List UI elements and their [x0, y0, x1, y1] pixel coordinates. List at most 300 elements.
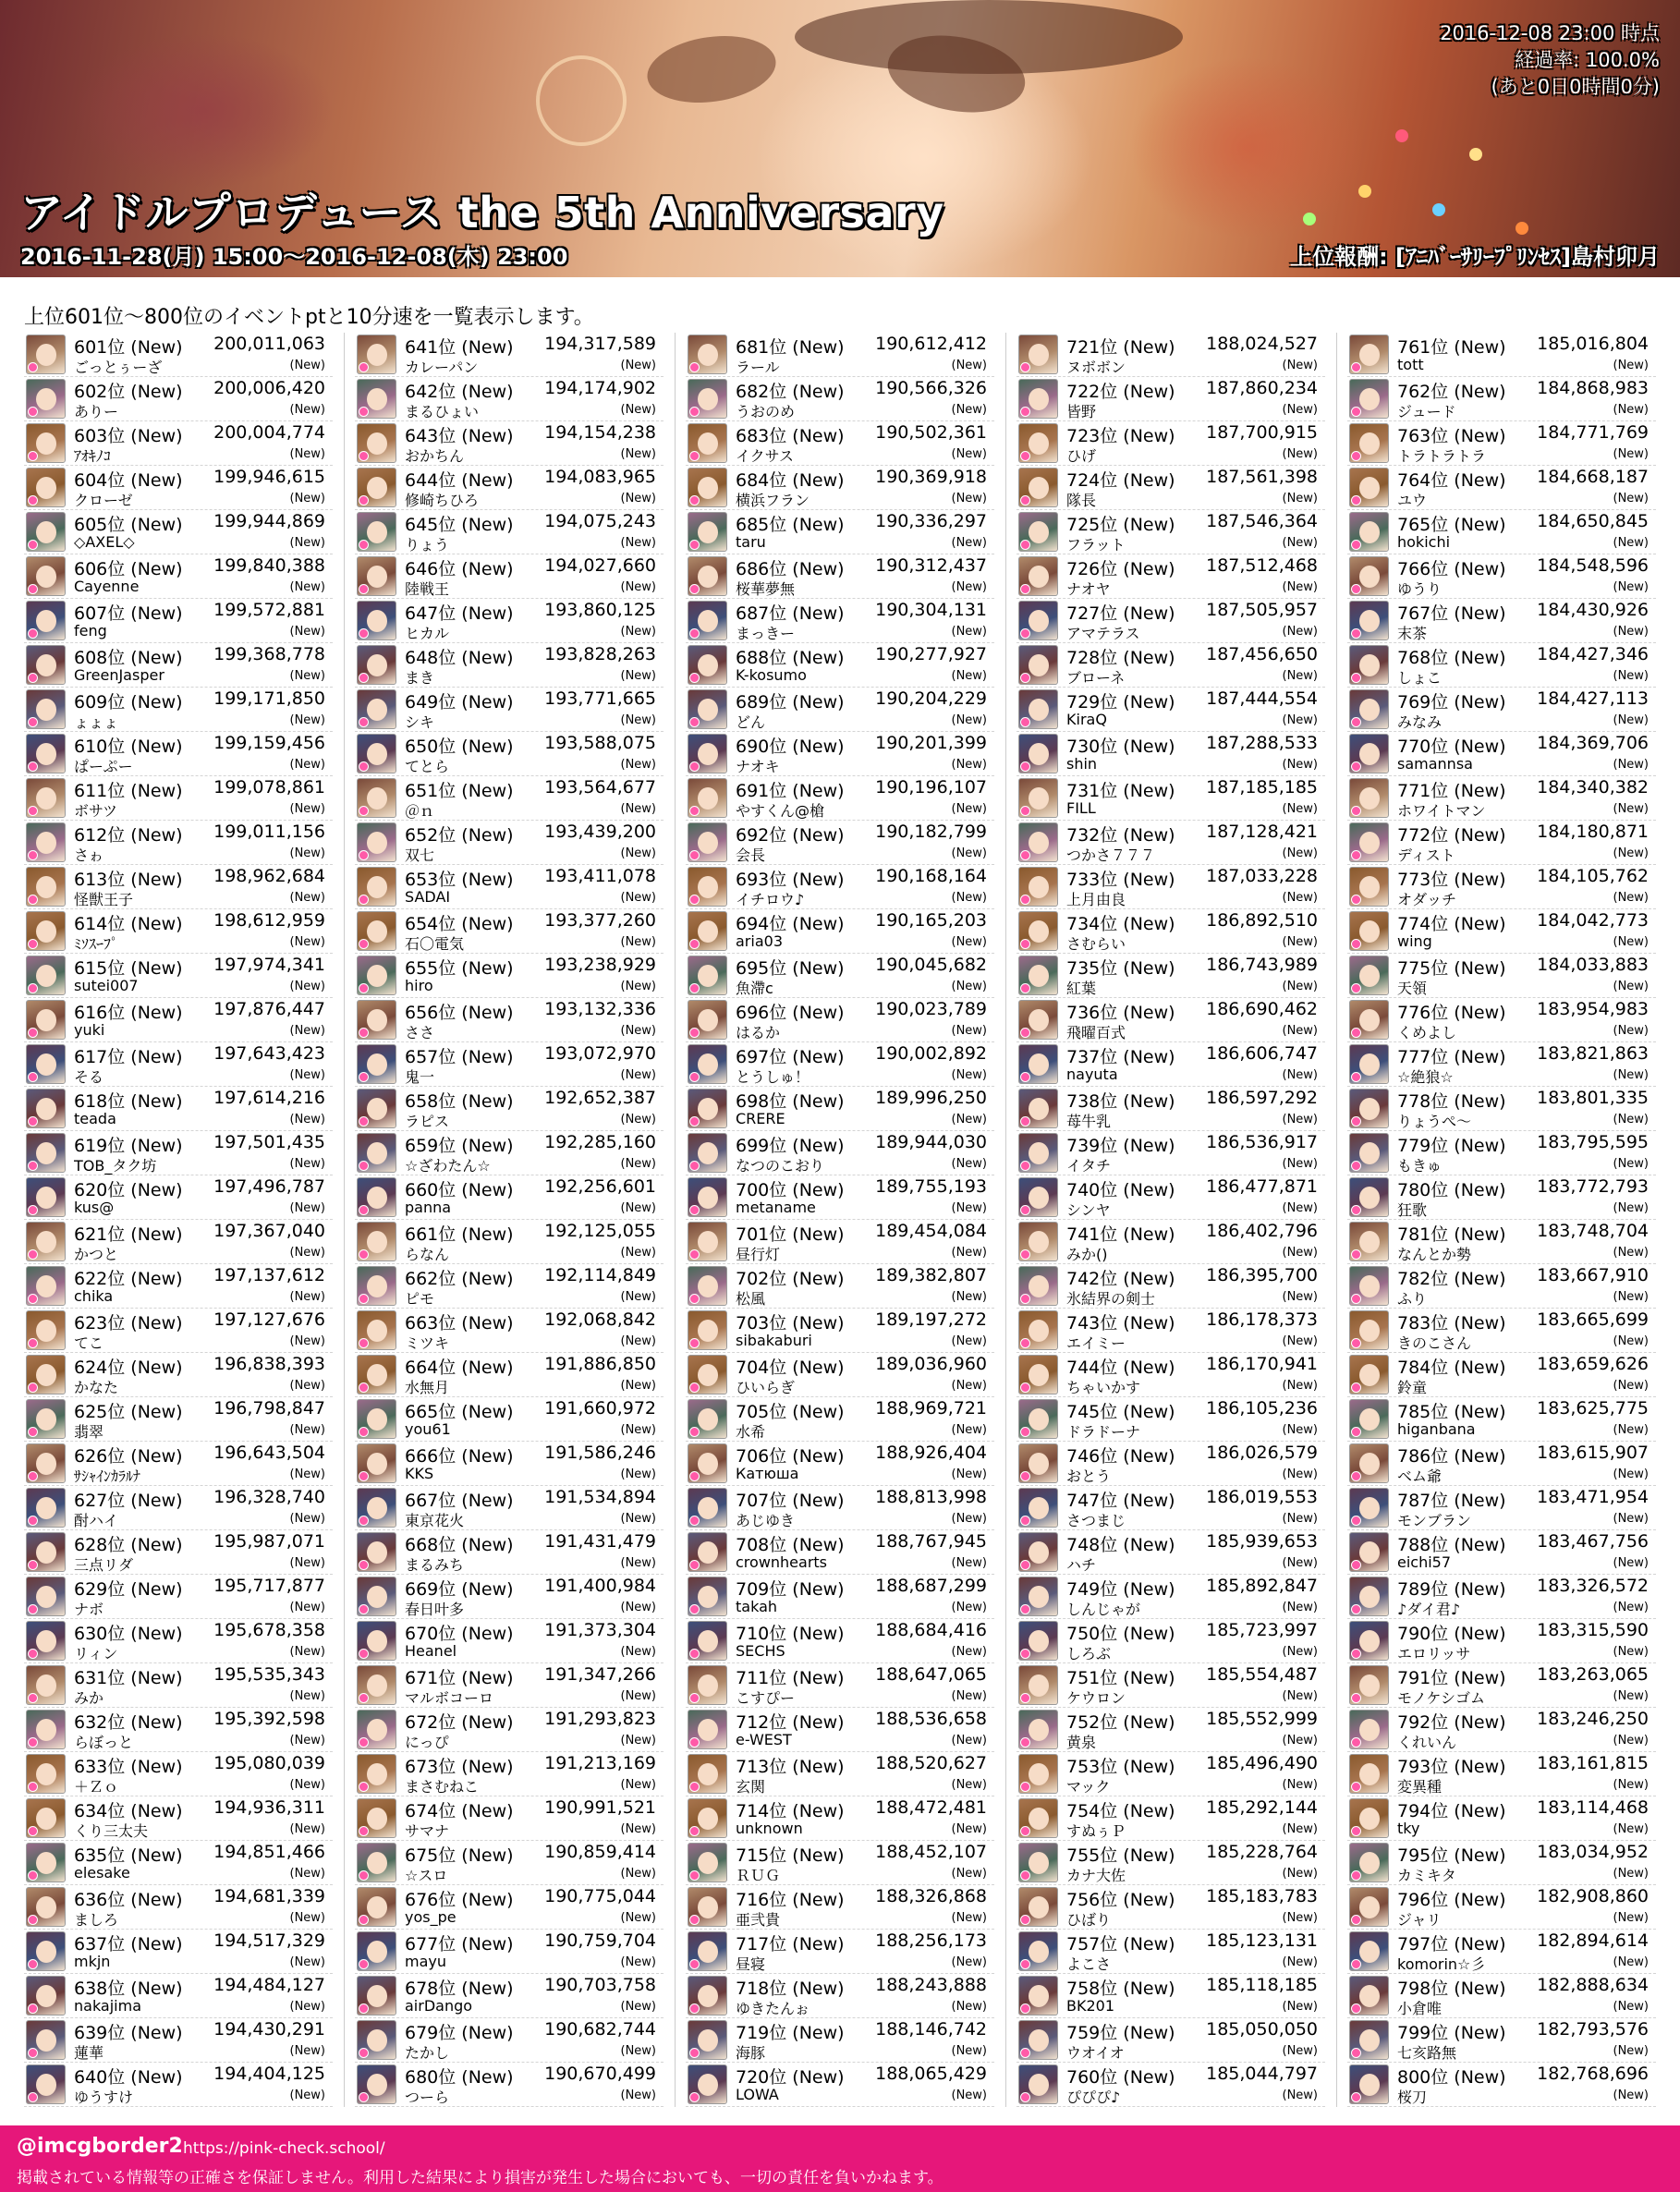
event-points: 184,427,113	[1537, 688, 1649, 709]
player-name: クローゼ	[74, 492, 133, 509]
event-points: 190,204,229	[875, 688, 987, 709]
idol-card-icon	[688, 645, 727, 685]
ten-minute-speed: (New)	[620, 1201, 656, 1215]
ranking-entry	[24, 421, 333, 466]
player-name: 双七	[405, 846, 435, 864]
player-name: 海豚	[736, 2044, 766, 2062]
rank-label: 614位 (New)	[74, 914, 183, 934]
idol-card-icon	[688, 689, 727, 729]
ten-minute-speed: (New)	[620, 1778, 656, 1792]
idol-card-icon	[1349, 1355, 1389, 1394]
player-name: ナオヤ	[1066, 580, 1111, 598]
event-points: 194,075,243	[544, 511, 656, 531]
ranking-entry	[24, 821, 333, 865]
player-name: hokichi	[1397, 533, 1451, 551]
rank-label: 762位 (New)	[1397, 382, 1506, 402]
ranking-entry	[24, 643, 333, 688]
player-name: nayuta	[1066, 1066, 1118, 1083]
player-name: 変異種	[1397, 1778, 1443, 1796]
rank-label: 681位 (New)	[736, 337, 845, 358]
event-points: 186,019,553	[1206, 1487, 1318, 1507]
ranking-entry	[1347, 2018, 1656, 2063]
ranking-entry	[686, 466, 994, 510]
event-points: 189,996,250	[875, 1088, 987, 1108]
column-divider	[344, 333, 345, 2107]
ranking-entry	[1017, 333, 1325, 377]
ten-minute-speed: (New)	[1282, 403, 1318, 417]
rank-label: 699位 (New)	[736, 1136, 845, 1156]
ten-minute-speed: (New)	[1613, 492, 1649, 505]
player-name: chika	[74, 1287, 114, 1305]
rank-label: 793位 (New)	[1397, 1757, 1506, 1777]
event-points: 197,876,447	[213, 999, 325, 1019]
rank-label: 711位 (New)	[736, 1668, 845, 1688]
ranking-entry	[355, 466, 663, 510]
player-name: ぴぴぴ♪	[1066, 2088, 1121, 2106]
ten-minute-speed: (New)	[620, 2044, 656, 2058]
rank-label: 683位 (New)	[736, 426, 845, 446]
event-points: 188,472,481	[875, 1797, 987, 1818]
ranking-entry	[24, 377, 333, 421]
ranking-entry	[24, 1353, 333, 1397]
player-name: elesake	[74, 1864, 130, 1881]
idol-card-icon	[26, 1399, 66, 1439]
ranking-entry	[355, 909, 663, 954]
ten-minute-speed: (New)	[951, 1246, 987, 1260]
rank-label: 636位 (New)	[74, 1890, 183, 1910]
player-name: フラット	[1066, 536, 1126, 554]
ranking-entry	[686, 909, 994, 954]
player-name: らなん	[405, 1246, 450, 1263]
idol-card-icon	[1018, 1798, 1058, 1838]
idol-card-icon	[1018, 1222, 1058, 1261]
event-points: 189,454,084	[875, 1221, 987, 1241]
player-name: TOB_タク坊	[74, 1157, 157, 1175]
ten-minute-speed: (New)	[1282, 1778, 1318, 1792]
player-name: ひげ	[1066, 447, 1097, 465]
rank-label: 722位 (New)	[1066, 382, 1175, 402]
event-points: 184,430,926	[1537, 600, 1649, 620]
event-points: 185,016,804	[1537, 334, 1649, 354]
rank-label: 701位 (New)	[736, 1224, 845, 1245]
ranking-entry	[24, 1530, 333, 1575]
rank-label: 702位 (New)	[736, 1269, 845, 1289]
player-name: ｻｼｬｲﾝｶﾗﾙﾅ	[74, 1467, 141, 1485]
rank-label: 734位 (New)	[1066, 914, 1175, 934]
idol-card-icon	[1018, 512, 1058, 552]
event-points: 184,180,871	[1537, 822, 1649, 842]
idol-card-icon	[26, 1089, 66, 1128]
rank-label: 709位 (New)	[736, 1579, 845, 1600]
rank-label: 769位 (New)	[1397, 692, 1506, 712]
player-name: さつまじ	[1066, 1512, 1126, 1529]
idol-card-icon	[1018, 822, 1058, 862]
idol-card-icon	[26, 1310, 66, 1350]
rank-label: 620位 (New)	[74, 1180, 183, 1200]
ten-minute-speed: (New)	[951, 802, 987, 816]
ten-minute-speed: (New)	[289, 1068, 325, 1082]
ranking-entry	[1347, 1930, 1656, 1974]
rank-label: 756位 (New)	[1066, 1890, 1175, 1910]
ranking-entry	[686, 1841, 994, 1885]
event-points: 188,684,416	[875, 1620, 987, 1640]
event-points: 184,033,883	[1537, 955, 1649, 975]
ten-minute-speed: (New)	[620, 536, 656, 550]
idol-card-icon	[1349, 556, 1389, 596]
event-points: 199,011,156	[213, 822, 325, 842]
idol-card-icon	[1018, 2064, 1058, 2104]
ten-minute-speed: (New)	[951, 1778, 987, 1792]
ranking-entry	[24, 2063, 333, 2107]
player-name: 氷結界の剣士	[1066, 1290, 1156, 1308]
ten-minute-speed: (New)	[1613, 669, 1649, 683]
idol-card-icon	[357, 911, 396, 951]
ten-minute-speed: (New)	[620, 980, 656, 993]
event-points: 190,759,704	[544, 1930, 656, 1951]
event-points: 199,946,615	[213, 467, 325, 487]
player-name: ボサツ	[74, 802, 118, 820]
rank-label: 772位 (New)	[1397, 825, 1506, 846]
ten-minute-speed: (New)	[1613, 1645, 1649, 1659]
ranking-entry	[1347, 333, 1656, 377]
ranking-entry	[686, 1309, 994, 1353]
ranking-entry	[355, 554, 663, 599]
ten-minute-speed: (New)	[951, 2000, 987, 2014]
ten-minute-speed: (New)	[289, 1955, 325, 1969]
ranking-entry	[1017, 1974, 1325, 2018]
idol-card-icon	[688, 956, 727, 995]
idol-card-icon	[688, 335, 727, 374]
idol-card-icon	[688, 1577, 727, 1616]
event-points: 194,430,291	[213, 2019, 325, 2040]
ranking-entry	[24, 466, 333, 510]
event-points: 185,228,764	[1206, 1842, 1318, 1862]
player-name: ウオイオ	[1066, 2044, 1125, 2062]
rank-label: 743位 (New)	[1066, 1313, 1175, 1333]
top-reward: 上位報酬: [ｱﾆﾊﾞｰｻﾘｰﾌﾟﾘﾝｾｽ]島村卯月	[1290, 244, 1660, 270]
event-title: アイドルプロデュース the 5th Anniversary	[20, 188, 944, 237]
twitter-account[interactable]: @imcgborder2	[17, 2135, 183, 2158]
event-points: 186,402,796	[1206, 1221, 1318, 1241]
ten-minute-speed: (New)	[1282, 758, 1318, 772]
column-divider	[1336, 333, 1337, 2107]
rank-label: 728位 (New)	[1066, 648, 1175, 668]
rank-label: 693位 (New)	[736, 870, 845, 890]
rank-label: 654位 (New)	[405, 914, 514, 934]
ranking-entry	[1017, 1619, 1325, 1663]
idol-card-icon	[688, 867, 727, 907]
event-points: 190,502,361	[875, 422, 987, 443]
idol-card-icon	[688, 512, 727, 552]
rank-label: 640位 (New)	[74, 2067, 183, 2088]
rank-label: 692位 (New)	[736, 825, 845, 846]
ranking-entry	[686, 1530, 994, 1575]
ten-minute-speed: (New)	[289, 1734, 325, 1748]
ten-minute-speed: (New)	[1282, 1867, 1318, 1881]
ten-minute-speed: (New)	[289, 625, 325, 639]
player-name: てこ	[74, 1334, 104, 1352]
ten-minute-speed: (New)	[1282, 1113, 1318, 1126]
rank-label: 611位 (New)	[74, 781, 183, 801]
ranking-entry	[24, 1397, 333, 1442]
ten-minute-speed: (New)	[289, 802, 325, 816]
idol-card-icon	[1349, 1621, 1389, 1661]
ten-minute-speed: (New)	[620, 1024, 656, 1038]
ten-minute-speed: (New)	[951, 625, 987, 639]
ten-minute-speed: (New)	[1613, 580, 1649, 594]
event-points: 190,859,414	[544, 1842, 656, 1862]
player-name: ブローネ	[1066, 669, 1126, 687]
event-points: 183,795,595	[1537, 1132, 1649, 1152]
idol-card-icon	[1349, 1222, 1389, 1261]
ten-minute-speed: (New)	[620, 1467, 656, 1481]
ten-minute-speed: (New)	[620, 1157, 656, 1171]
ranking-entry	[1017, 2063, 1325, 2107]
rank-label: 661位 (New)	[405, 1224, 514, 1245]
player-name: yos_pe	[405, 1908, 457, 1926]
ranking-entry	[1347, 1974, 1656, 2018]
rank-label: 649位 (New)	[405, 692, 514, 712]
idol-card-icon	[357, 1577, 396, 1616]
ten-minute-speed: (New)	[620, 625, 656, 639]
rank-label: 627位 (New)	[74, 1491, 183, 1511]
rank-label: 747位 (New)	[1066, 1491, 1175, 1511]
rank-label: 763位 (New)	[1397, 426, 1506, 446]
ranking-entry	[686, 776, 994, 821]
ranking-entry	[355, 1397, 663, 1442]
ranking-entry	[355, 421, 663, 466]
rank-label: 695位 (New)	[736, 958, 845, 979]
ten-minute-speed: (New)	[951, 1955, 987, 1969]
event-points: 190,991,521	[544, 1797, 656, 1818]
ten-minute-speed: (New)	[951, 1645, 987, 1659]
ten-minute-speed: (New)	[289, 1246, 325, 1260]
rank-label: 706位 (New)	[736, 1446, 845, 1467]
player-name: ☆スロ	[405, 1867, 448, 1884]
player-name: Катюша	[736, 1465, 799, 1482]
rank-label: 766位 (New)	[1397, 559, 1506, 579]
idol-card-icon	[1018, 1399, 1058, 1439]
rank-label: 700位 (New)	[736, 1180, 845, 1200]
ranking-entry	[24, 599, 333, 643]
ten-minute-speed: (New)	[289, 1867, 325, 1881]
rank-label: 760位 (New)	[1066, 2067, 1175, 2088]
player-name: ユウ	[1397, 492, 1428, 509]
event-points: 194,404,125	[213, 2064, 325, 2084]
ranking-entry	[355, 865, 663, 909]
ranking-entry	[1347, 776, 1656, 821]
idol-card-icon	[26, 2064, 66, 2104]
ten-minute-speed: (New)	[289, 2000, 325, 2014]
rank-label: 602位 (New)	[74, 382, 183, 402]
event-points: 188,926,404	[875, 1443, 987, 1463]
rank-label: 615位 (New)	[74, 958, 183, 979]
player-name: マルボコーロ	[405, 1689, 494, 1707]
event-points: 193,771,665	[544, 688, 656, 709]
event-points: 185,723,997	[1206, 1620, 1318, 1640]
ranking-entry	[24, 1042, 333, 1087]
ten-minute-speed: (New)	[620, 2088, 656, 2102]
ten-minute-speed: (New)	[620, 713, 656, 727]
rank-label: 764位 (New)	[1397, 470, 1506, 491]
rank-label: 685位 (New)	[736, 515, 845, 535]
idol-card-icon	[26, 1798, 66, 1838]
rank-label: 790位 (New)	[1397, 1624, 1506, 1644]
event-points: 188,146,742	[875, 2019, 987, 2040]
event-points: 196,328,740	[213, 1487, 325, 1507]
player-name: yuki	[74, 1021, 105, 1039]
ten-minute-speed: (New)	[951, 580, 987, 594]
ranking-entry	[1017, 821, 1325, 865]
ranking-entry	[686, 643, 994, 688]
player-name: ごっとぅーざ	[74, 359, 163, 376]
idol-card-icon	[688, 1399, 727, 1439]
ranking-entry	[1347, 1442, 1656, 1486]
rank-label: 713位 (New)	[736, 1757, 845, 1777]
ranking-entry	[1347, 1752, 1656, 1796]
ten-minute-speed: (New)	[1282, 1423, 1318, 1437]
idol-card-icon	[1018, 1266, 1058, 1306]
site-link[interactable]: https://pink-check.school/	[183, 2139, 385, 2158]
idol-card-icon	[1349, 645, 1389, 685]
event-points: 197,974,341	[213, 955, 325, 975]
event-points: 191,886,850	[544, 1354, 656, 1374]
event-points: 183,659,626	[1537, 1354, 1649, 1374]
idol-card-icon	[357, 1754, 396, 1794]
ranking-entry	[686, 1442, 994, 1486]
idol-card-icon	[26, 778, 66, 818]
idol-card-icon	[26, 335, 66, 374]
event-points: 185,292,144	[1206, 1797, 1318, 1818]
rank-label: 731位 (New)	[1066, 781, 1175, 801]
ranking-entry	[24, 1442, 333, 1486]
player-name: おとう	[1066, 1467, 1112, 1485]
event-points: 191,431,479	[544, 1531, 656, 1552]
idol-card-icon	[26, 1044, 66, 1084]
ranking-entry	[355, 688, 663, 732]
ten-minute-speed: (New)	[289, 669, 325, 683]
ten-minute-speed: (New)	[1282, 1556, 1318, 1570]
ranking-entry	[1347, 421, 1656, 466]
idol-card-icon	[1018, 468, 1058, 507]
event-points: 187,505,957	[1206, 600, 1318, 620]
ten-minute-speed: (New)	[620, 1867, 656, 1881]
rank-label: 658位 (New)	[405, 1091, 514, 1112]
event-points: 185,892,847	[1206, 1576, 1318, 1596]
player-name: はるか	[736, 1024, 781, 1041]
player-name: ベム爺	[1397, 1467, 1443, 1485]
rank-label: 668位 (New)	[405, 1535, 514, 1555]
idol-card-icon	[26, 689, 66, 729]
ranking-entry	[24, 732, 333, 776]
ranking-entry	[1017, 909, 1325, 954]
player-name: しんじゃが	[1066, 1601, 1141, 1618]
idol-card-icon	[26, 1754, 66, 1794]
ten-minute-speed: (New)	[951, 1734, 987, 1748]
player-name: まっきー	[736, 625, 796, 642]
ranking-entry	[686, 821, 994, 865]
player-name: りょう	[405, 536, 450, 554]
ten-minute-speed: (New)	[289, 846, 325, 860]
ranking-entry	[355, 1442, 663, 1486]
ranking-entry	[1017, 1042, 1325, 1087]
ten-minute-speed: (New)	[289, 2044, 325, 2058]
ten-minute-speed: (New)	[951, 1689, 987, 1703]
timestamp: 2016-12-08 23:00 時点	[1440, 22, 1660, 44]
event-points: 184,369,706	[1537, 733, 1649, 753]
rank-label: 626位 (New)	[74, 1446, 183, 1467]
ranking-entry	[1017, 643, 1325, 688]
player-name: たかし	[405, 2044, 450, 2062]
rank-label: 718位 (New)	[736, 1979, 845, 1999]
event-points: 187,444,554	[1206, 688, 1318, 709]
ranking-entry	[1017, 1442, 1325, 1486]
idol-card-icon	[357, 645, 396, 685]
player-name: とうしゅ！	[736, 1068, 810, 1086]
player-name: やすくん@槍	[736, 802, 825, 820]
ranking-entry	[1347, 865, 1656, 909]
rank-label: 609位 (New)	[74, 692, 183, 712]
player-name: りょうぺ～	[1397, 1113, 1472, 1130]
event-points: 188,024,527	[1206, 334, 1318, 354]
ranking-entry	[24, 1264, 333, 1309]
ten-minute-speed: (New)	[951, 359, 987, 372]
event-points: 188,256,173	[875, 1930, 987, 1951]
player-name: きのこさん	[1397, 1334, 1472, 1352]
rank-label: 745位 (New)	[1066, 1402, 1175, 1422]
idol-card-icon	[357, 956, 396, 995]
ranking-entry	[1347, 1663, 1656, 1708]
idol-card-icon	[1018, 867, 1058, 907]
rank-label: 758位 (New)	[1066, 1979, 1175, 1999]
ten-minute-speed: (New)	[1282, 580, 1318, 594]
ranking-entry	[1017, 1930, 1325, 1974]
rank-label: 719位 (New)	[736, 2023, 845, 2043]
rank-label: 679位 (New)	[405, 2023, 514, 2043]
ranking-entry	[24, 1220, 333, 1264]
ranking-entry	[355, 1752, 663, 1796]
player-name: おかちん	[405, 447, 465, 465]
ten-minute-speed: (New)	[951, 2088, 987, 2102]
event-points: 183,801,335	[1537, 1088, 1649, 1108]
idol-card-icon	[1349, 1931, 1389, 1971]
ten-minute-speed: (New)	[1613, 1778, 1649, 1792]
player-name: 紅葉	[1066, 980, 1097, 997]
idol-card-icon	[688, 1443, 727, 1483]
ten-minute-speed: (New)	[620, 758, 656, 772]
player-name: Heanel	[405, 1642, 457, 1660]
idol-card-icon	[1018, 1710, 1058, 1749]
ranking-entry	[355, 776, 663, 821]
player-name: tott	[1397, 356, 1424, 373]
ranking-entry	[24, 1974, 333, 2018]
rank-label: 624位 (New)	[74, 1358, 183, 1378]
rank-label: 710位 (New)	[736, 1624, 845, 1644]
ten-minute-speed: (New)	[1613, 1512, 1649, 1526]
player-name: taru	[736, 533, 766, 551]
event-points: 188,452,107	[875, 1842, 987, 1862]
player-name: mkjn	[74, 1953, 111, 1970]
ranking-entry	[686, 1087, 994, 1131]
idol-card-icon	[1018, 601, 1058, 640]
idol-card-icon	[357, 1355, 396, 1394]
rank-label: 755位 (New)	[1066, 1845, 1175, 1866]
player-name: まさむねこ	[405, 1778, 480, 1796]
ten-minute-speed: (New)	[289, 1379, 325, 1393]
ranking-entry	[1347, 377, 1656, 421]
idol-card-icon	[26, 645, 66, 685]
player-name: e-WEST	[736, 1731, 792, 1748]
